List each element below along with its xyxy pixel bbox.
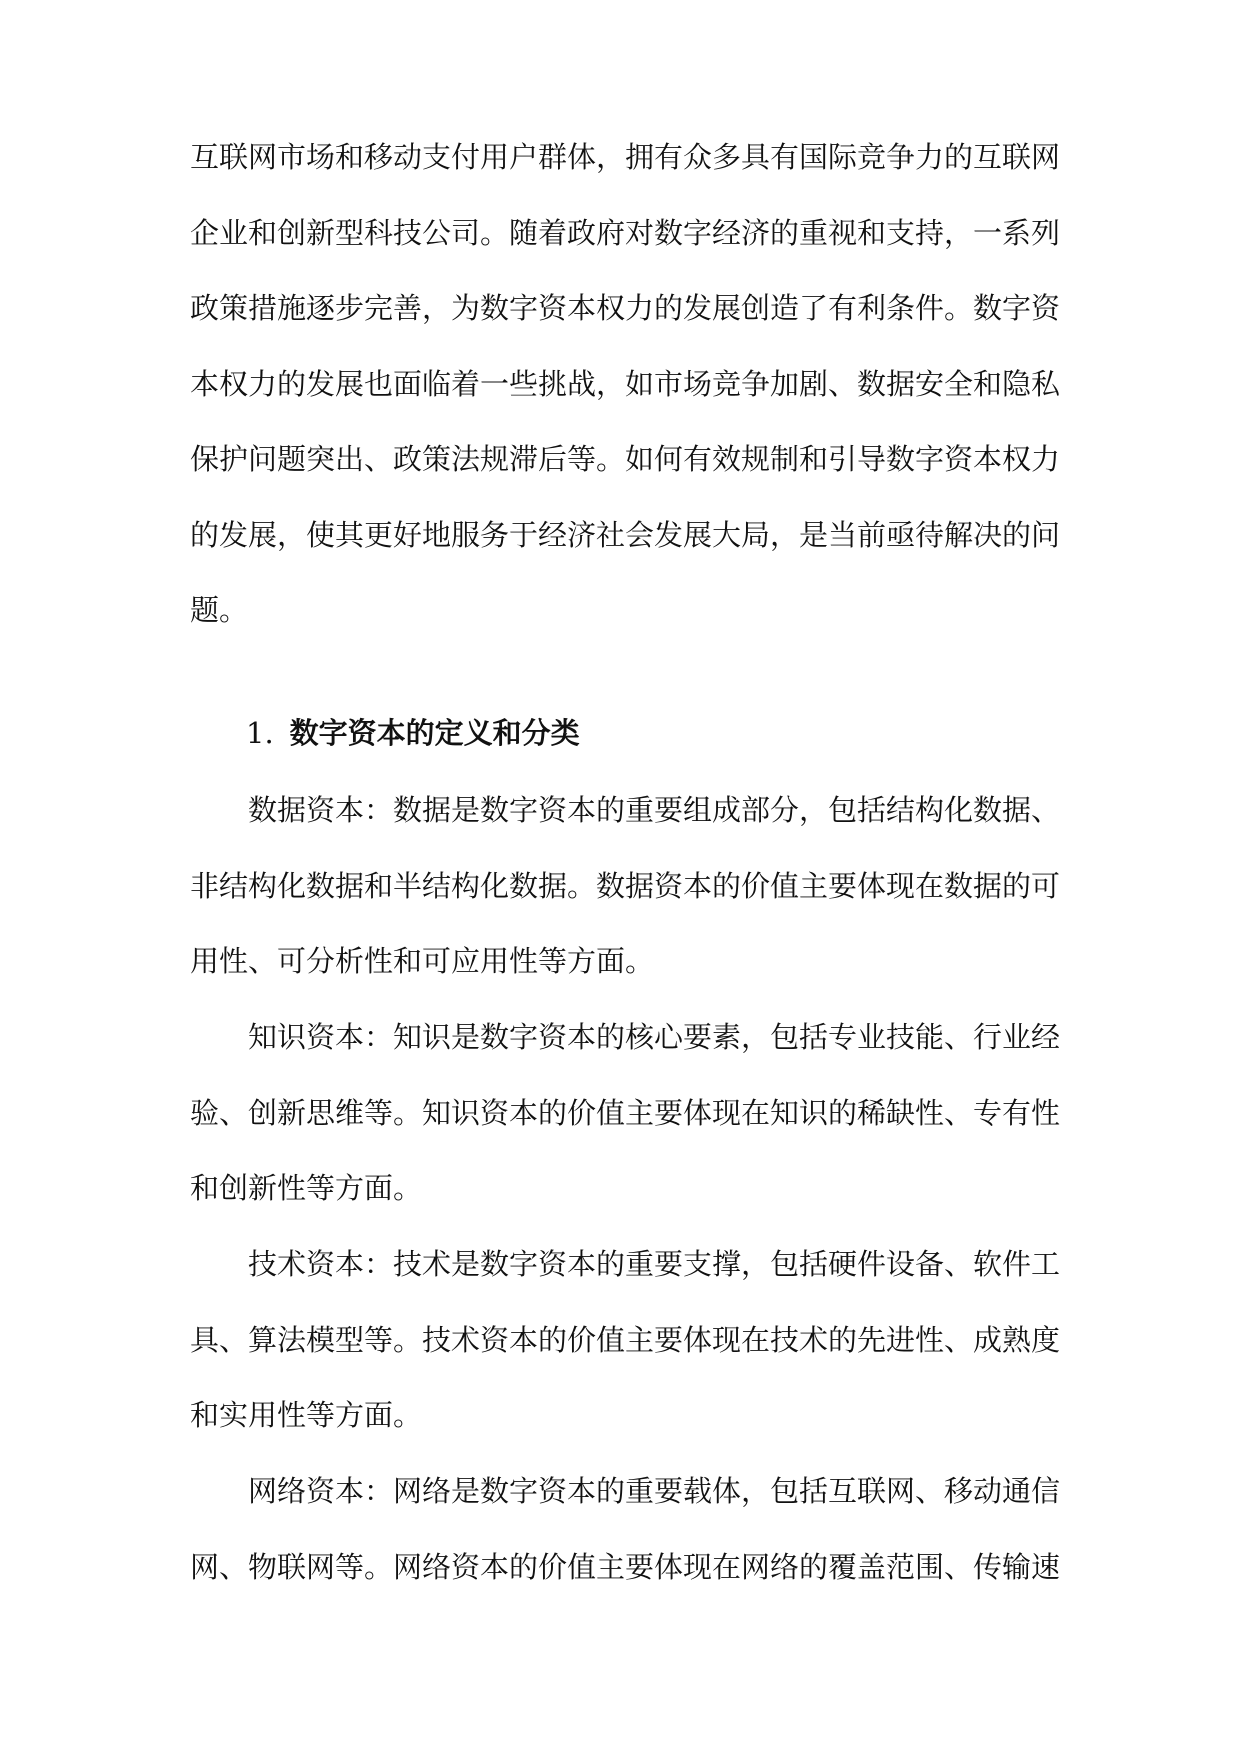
text-line: 题。: [190, 593, 249, 627]
paragraph-intro: [190, 120, 1060, 649]
text-line: 保护问题突出、政策法规滞后等。如何有效规制和引导数字资本权力: [190, 442, 1061, 476]
text-line: 非结构化数据和半结构化数据。数据资本的价值主要体现在数据的可: [190, 868, 1061, 903]
text-line: 网、物联网等。网络资本的价值主要体现在网络的覆盖范围、传输速: [190, 1549, 1061, 1584]
paragraph-network-capital: [190, 1454, 1060, 1605]
text-line: 和创新性等方面。: [190, 1171, 423, 1205]
text-line: 政策措施逐步完善，为数字资本权力的发展创造了有利条件。数字资: [190, 291, 1061, 325]
text-line: 具、算法模型等。技术资本的价值主要体现在技术的先进性、成熟度: [190, 1322, 1061, 1357]
text-line: 数据资本：数据是数字资本的重要组成部分，包括结构化数据、: [248, 793, 1061, 827]
text-line: 验、创新思维等。知识资本的价值主要体现在知识的稀缺性、专有性: [190, 1095, 1061, 1130]
text-line: 技术资本：技术是数字资本的重要支撑，包括硬件设备、软件工: [248, 1247, 1061, 1281]
paragraph-knowledge-capital: [190, 1000, 1060, 1227]
text-line: 网络资本：网络是数字资本的重要载体，包括互联网、移动通信: [248, 1474, 1061, 1508]
text-line: 互联网市场和移动支付用户群体，拥有众多具有国际竞争力的互联网: [190, 140, 1061, 174]
paragraph-tech-capital: [190, 1227, 1060, 1454]
text-line: 知识资本：知识是数字资本的核心要素，包括专业技能、行业经: [248, 1020, 1061, 1054]
section-title: 数字资本的定义和分类: [289, 716, 580, 750]
text-line: 的发展，使其更好地服务于经济社会发展大局，是当前亟待解决的问: [190, 517, 1061, 552]
text-line: 本权力的发展也面临着一些挑战，如市场竞争加剧、数据安全和隐私: [190, 366, 1061, 401]
section-number: 1.: [246, 716, 274, 750]
paragraph-data-capital: [190, 773, 1060, 1000]
text-line: 用性、可分析性和可应用性等方面。: [190, 944, 655, 978]
section-heading: [246, 696, 580, 772]
text-line: 和实用性等方面。: [190, 1398, 423, 1432]
text-line: 企业和创新型科技公司。随着政府对数字经济的重视和支持，一系列: [190, 215, 1061, 250]
